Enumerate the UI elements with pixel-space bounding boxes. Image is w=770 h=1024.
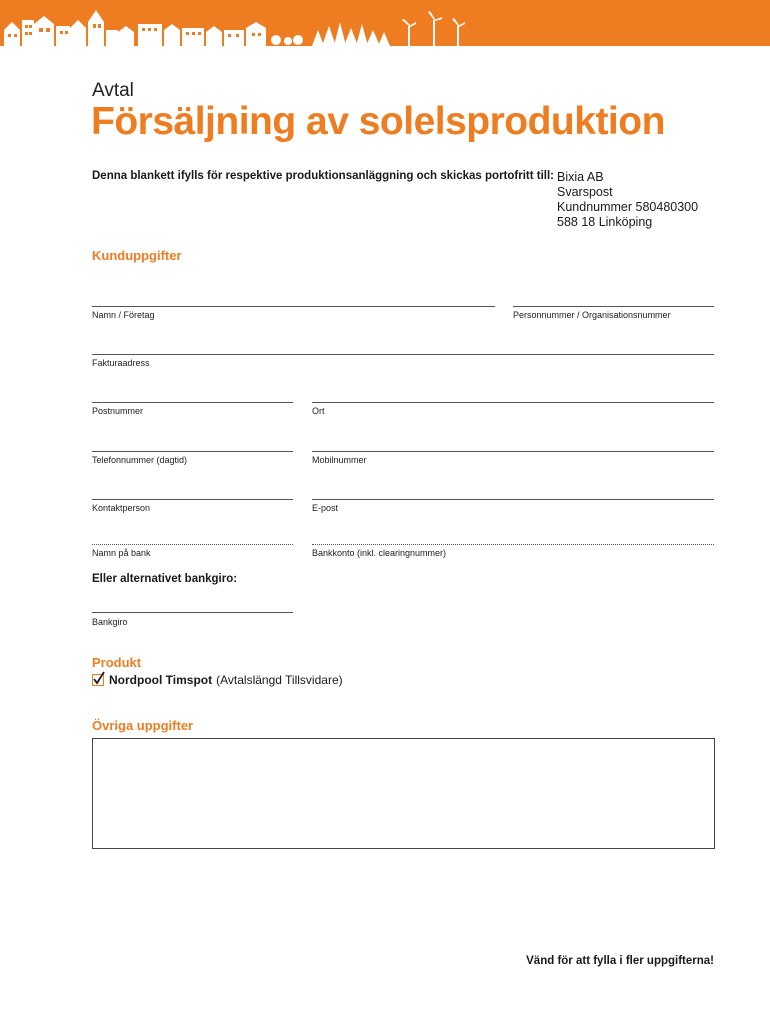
name-label: Namn / Företag xyxy=(92,310,155,320)
section-heading-product: Produkt xyxy=(92,655,142,670)
city-label: Ort xyxy=(312,406,325,416)
page-title: Försäljning av solelsproduktion xyxy=(91,100,665,143)
mobile-label: Mobilnummer xyxy=(312,455,367,465)
contact-person-field[interactable] xyxy=(92,499,293,500)
city-field[interactable] xyxy=(312,402,714,403)
personal-number-label: Personnummer / Organisationsnummer xyxy=(513,310,671,320)
section-heading-customer: Kunduppgifter xyxy=(92,248,182,263)
footer-note: Vänd för att fylla i fler uppgifterna! xyxy=(526,955,714,967)
address-line: Bixia AB xyxy=(557,170,604,184)
intro-text: Denna blankett ifylls för respektive produktionsanläggning och skickas portofritt till: xyxy=(92,170,554,182)
bank-account-label: Bankkonto (inkl. clearingnummer) xyxy=(312,548,447,558)
contact-person-label: Kontaktperson xyxy=(92,503,151,513)
product-option[interactable] xyxy=(92,673,343,687)
mobile-field[interactable] xyxy=(312,451,714,452)
checkmark-icon xyxy=(92,671,106,686)
other-info-textarea[interactable] xyxy=(92,738,715,849)
bank-name-label: Namn på bank xyxy=(92,548,151,558)
town-skyline-illustration xyxy=(0,0,770,46)
bank-name-field[interactable] xyxy=(92,544,293,545)
name-field[interactable] xyxy=(92,306,495,307)
bankgiro-label: Bankgiro xyxy=(92,617,128,627)
bankgiro-field[interactable] xyxy=(92,612,293,613)
invoice-address-label: Fakturaadress xyxy=(92,358,150,368)
postal-code-field[interactable] xyxy=(92,402,293,403)
personal-number-field[interactable] xyxy=(513,306,714,307)
return-address xyxy=(557,170,698,230)
product-checkbox[interactable] xyxy=(92,674,104,686)
address-line: Svarspost xyxy=(557,185,613,199)
email-label: E-post xyxy=(312,503,339,513)
address-line: 588 18 Linköping xyxy=(557,215,653,229)
postal-code-label: Postnummer xyxy=(92,406,144,416)
bank-account-field[interactable] xyxy=(312,544,714,545)
bankgiro-note: Eller alternativet bankgiro: xyxy=(92,573,238,585)
address-line: Kundnummer 580480300 xyxy=(557,200,699,214)
invoice-address-field[interactable] xyxy=(92,354,714,355)
email-field[interactable] xyxy=(312,499,714,500)
product-detail: (Avtalslängd Tillsvidare) xyxy=(216,673,343,687)
section-heading-other: Övriga uppgifter xyxy=(92,718,194,733)
document-type-label: Avtal xyxy=(92,80,134,101)
phone-label: Telefonnummer (dagtid) xyxy=(92,455,188,465)
header-banner xyxy=(0,0,770,46)
product-name: Nordpool Timspot xyxy=(109,673,213,687)
phone-field[interactable] xyxy=(92,451,293,452)
